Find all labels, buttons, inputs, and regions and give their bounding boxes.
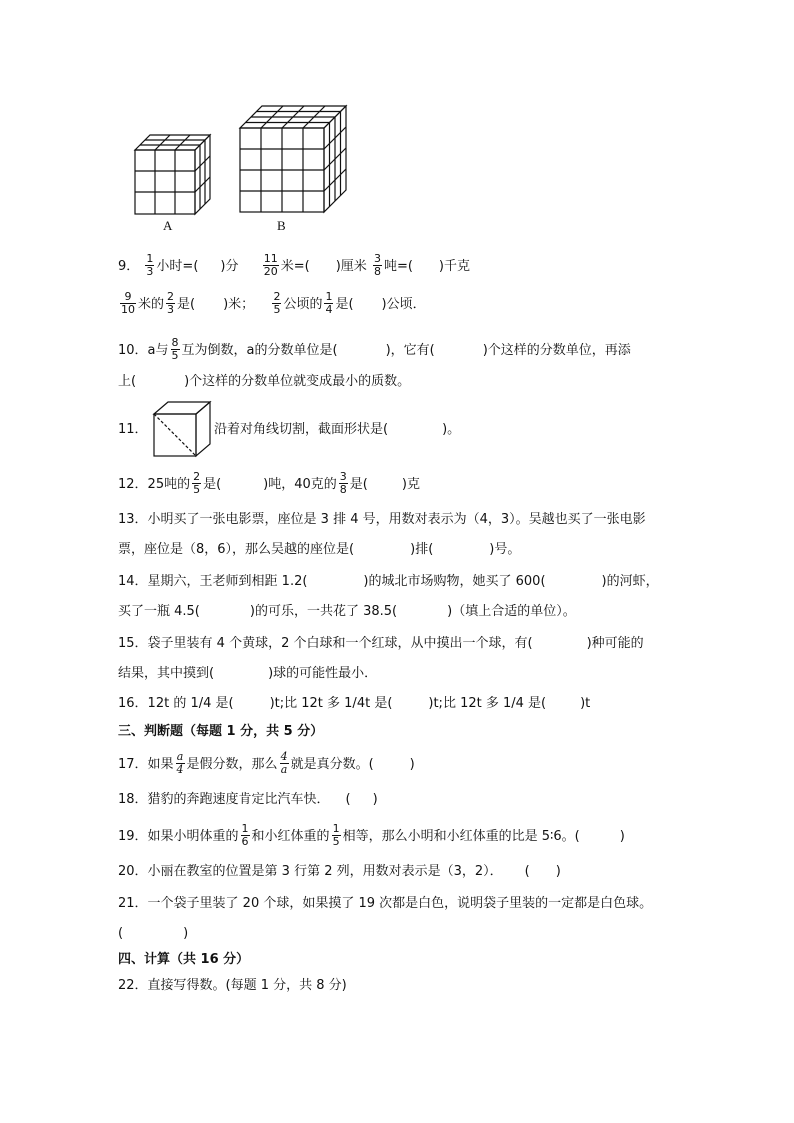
- q9b-text: 是(: [335, 297, 354, 312]
- fraction: $\frac{9}{10}$: [121, 290, 135, 316]
- q18-text: 18．猎豹的奔跑速度肯定比汽车快．: [118, 792, 330, 807]
- q19-text: ): [619, 829, 625, 844]
- fraction: $\frac{3}{8}$: [373, 252, 381, 278]
- fraction: $\frac{1}{6}$: [241, 822, 249, 848]
- q18-text: ): [372, 792, 378, 807]
- q10-text: )个这样的分数单位，再添: [482, 343, 631, 358]
- fraction: $\frac{4}{a}$: [280, 750, 288, 776]
- q9-text: )厘米: [335, 259, 367, 274]
- q9b-text: 是(: [177, 297, 196, 312]
- cube-a-figure: [130, 130, 220, 220]
- q15-text: )球的可能性最小．: [268, 666, 378, 681]
- question-14-line-2: [118, 602, 576, 622]
- q19-text: 19．如果小明体重的: [118, 829, 239, 844]
- q14-text: )的可乐，一共花了 38.5(: [249, 604, 398, 619]
- q13-text: )号。: [489, 542, 521, 557]
- q11-text: 沿着对角线切割，截面形状是(: [214, 422, 389, 437]
- q12-text: 是(: [349, 477, 368, 492]
- q16-text: )t;比 12t 多 1/4t 是(: [269, 696, 393, 711]
- section-4-heading: 四、计算（共 16 分）: [118, 952, 250, 967]
- question-15-line-2: [118, 664, 377, 684]
- q20-text: ): [555, 864, 561, 879]
- q12-text: )克: [401, 477, 420, 492]
- q20-text: 20．小丽在教室的位置是第 3 行第 2 列，用数对表示是（3，2）．: [118, 864, 503, 879]
- question-17: [118, 752, 415, 777]
- q12-text: )吨，40克的: [263, 477, 337, 492]
- q14-text: 买了一瓶 4.5(: [118, 604, 200, 619]
- q12-text: 是(: [203, 477, 222, 492]
- fraction: $\frac{8}{5}$: [171, 336, 179, 362]
- q16-text: )t;比 12t 多 1/4 是(: [428, 696, 547, 711]
- question-11-number: 11．: [118, 422, 148, 437]
- q9b-text: )公顷．: [381, 297, 426, 312]
- q19-text: 和小红体重的: [251, 829, 330, 844]
- q10-text: a与: [147, 343, 169, 358]
- cube-a-label: A: [163, 218, 173, 233]
- question-16: [118, 694, 590, 714]
- q17-text: 是假分数，那么: [186, 757, 278, 772]
- diagonal-cut-cube-figure: [152, 400, 214, 458]
- cube-b-label: B: [277, 218, 286, 233]
- fraction: $\frac{a}{4}$: [176, 750, 184, 776]
- q19-text: 相等，那么小明和小红体重的比是 5∶6。(: [342, 829, 580, 844]
- fraction: $\frac{1}{3}$: [146, 252, 154, 278]
- section-3-heading: 三、判断题（每题 1 分，共 5 分）: [118, 724, 324, 739]
- q15-text: 结果，其中摸到(: [118, 666, 215, 681]
- q9b-text: )米；: [223, 297, 255, 312]
- question-13-line-2: [118, 540, 520, 560]
- q9-text: 米=(: [280, 259, 310, 274]
- q9-text: 小时=(: [156, 259, 199, 274]
- q14-text: )的城北市场购物，她买了 600(: [363, 574, 546, 589]
- q17-text: 就是真分数。(: [290, 757, 374, 772]
- q10-text: 上(: [118, 374, 137, 389]
- q15-text: )种可能的: [586, 636, 644, 651]
- q14-text: )（填上合适的单位）。: [447, 604, 576, 619]
- question-19: [118, 824, 625, 849]
- q9-text: 吨=(: [383, 259, 413, 274]
- cube-b-figure: [236, 102, 351, 218]
- question-9-part-2: [118, 292, 426, 317]
- fraction: $\frac{3}{8}$: [339, 470, 347, 496]
- q21-text: (: [118, 926, 124, 941]
- q9-text: )千克: [438, 259, 470, 274]
- q16-text: )t: [580, 696, 591, 711]
- question-9: [118, 254, 470, 279]
- q18-text: (: [345, 792, 351, 807]
- fraction: $\frac{1}{5}$: [332, 822, 340, 848]
- question-21: 21．一个袋子里装了 20 个球，如果摸了 19 次都是白色，说明袋子里装的一定都是白色球。: [118, 896, 653, 911]
- q17-text: 17．如果: [118, 757, 174, 772]
- q10-number: 10．: [118, 343, 148, 358]
- q17-text: ): [409, 757, 415, 772]
- fraction: $\frac{2}{3}$: [167, 290, 175, 316]
- question-12: [118, 472, 420, 497]
- question-13: 13．小明买了一张电影票，座位是 3 排 4 号，用数对表示为（4，3）。吴越也买了一张电影: [118, 512, 646, 527]
- q11-text: )。: [442, 422, 461, 437]
- q10-text: )，它有(: [385, 343, 435, 358]
- q9b-text: 米的: [138, 297, 165, 312]
- q10-text: )个这样的分数单位就变成最小的质数。: [184, 374, 411, 389]
- q13-text: 票，座位是（8，6），那么吴越的座位是(: [118, 542, 355, 557]
- q12-number: 12．: [118, 477, 148, 492]
- question-18: [118, 790, 378, 810]
- q10-text: 互为倒数，a的分数单位是(: [181, 343, 338, 358]
- q14-text: 14．星期六，王老师到相距 1.2(: [118, 574, 308, 589]
- fraction: $\frac{11}{20}$: [263, 252, 278, 278]
- question-11: [214, 420, 460, 440]
- question-15: [118, 634, 644, 654]
- q9-number: 9．: [118, 259, 140, 274]
- question-21-line-2: [118, 924, 188, 944]
- q16-text: 16．12t 的 1/4 是(: [118, 696, 234, 711]
- question-14: [118, 572, 659, 592]
- q9-text: )分: [220, 259, 239, 274]
- q20-text: (: [524, 864, 530, 879]
- question-10-line-2: [118, 372, 410, 392]
- question-10: [118, 338, 631, 363]
- q12-text: 25吨的: [147, 477, 191, 492]
- q15-text: 15．袋子里装有 4 个黄球，2 个白球和一个红球，从中摸出一个球，有(: [118, 636, 533, 651]
- fraction: $\frac{1}{4}$: [325, 290, 333, 316]
- question-22: 22．直接写得数。(每题 1 分，共 8 分): [118, 978, 347, 993]
- fraction: $\frac{2}{5}$: [273, 290, 281, 316]
- fraction: $\frac{2}{5}$: [193, 470, 201, 496]
- q21-text: ): [183, 926, 189, 941]
- q9b-text: 公顷的: [283, 297, 323, 312]
- q13-text: )排(: [410, 542, 434, 557]
- question-20: [118, 862, 561, 882]
- q14-text: )的河虾，: [601, 574, 659, 589]
